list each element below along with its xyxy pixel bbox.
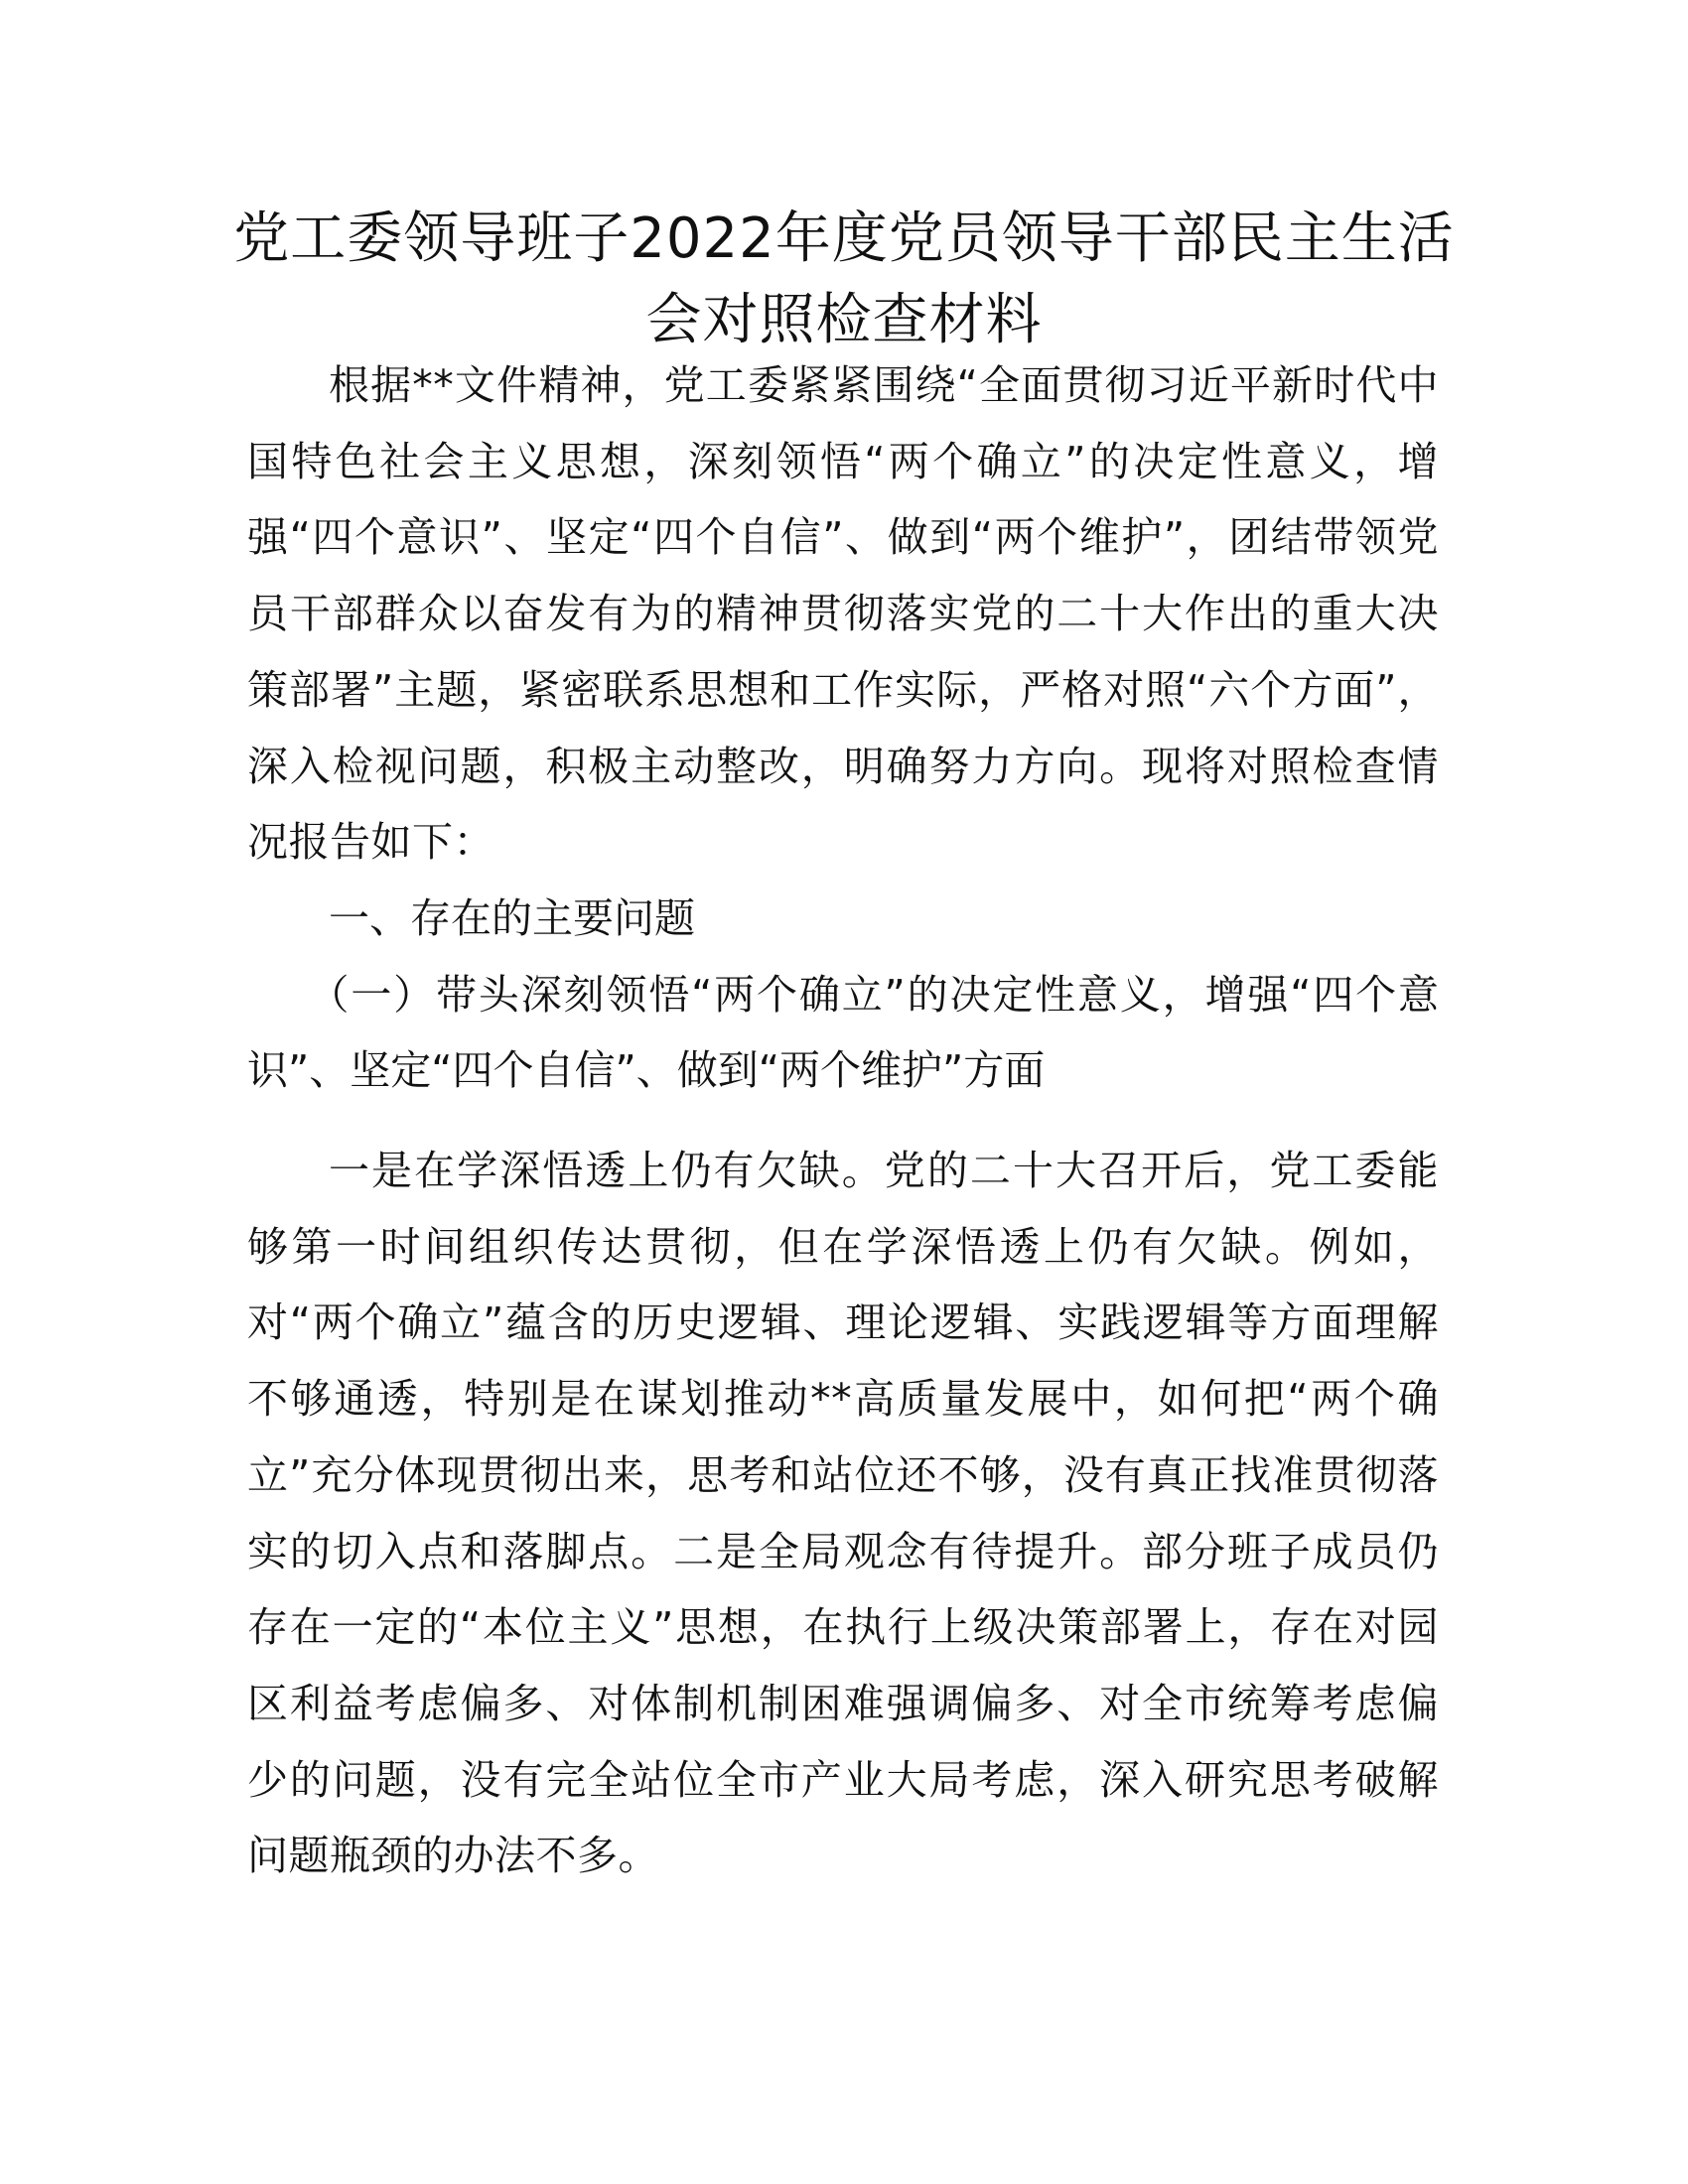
- subsection-heading: （一）带头深刻领悟“两个确立”的决定性意义，增强“四个意识”、坚定“四个自信”、做到“两个维护”方面: [247, 970, 1439, 1095]
- body-paragraph: 一是在学深悟透上仍有欠缺。党的二十大召开后，党工委能够第一时间组织传达贯彻，但在学深悟透上仍有欠缺。例如，对“两个确立”蕴含的历史逻辑、理论逻辑、实践逻辑等方面理解不够通透，特别是在谋划推动**高质量发展中，如何把“两个确立”充分体现贯彻出来，思考和站位还不够，没有真正找准贯彻落实的切入点和落脚点。二是全局观念有待提升。部分班子成员仍存在一定的“本位主义”思想，在执行上级决策部署上，存在对园区利益考虑偏多、对体制机制困难强调偏多、对全市统筹考虑偏少的问题，没有完全站位全市产业大局考虑，深入研究思考破解问题瓶颈的办法不多。: [247, 1147, 1439, 1880]
- section-heading: 一、存在的主要问题: [329, 893, 695, 942]
- document-title: 党工委领导班子2022年度党员领导干部民主生活会对照检查材料: [233, 206, 1455, 352]
- intro-paragraph: 根据**文件精神，党工委紧紧围绕“全面贯彻习近平新时代中国特色社会主义思想，深刻领悟“两个确立”的决定性意义，增强“四个意识”、坚定“四个自信”、做到“两个维护”，团结带领党员干部群众以奋发有为的精神贯彻落实党的二十大作出的重大决策部署”主题，紧密联系思想和工作实际，严格对照“六个方面”，深入检视问题，积极主动整改，明确努力方向。现将对照检查情况报告如下：: [247, 361, 1439, 867]
- document-body: [247, 347, 1439, 1894]
